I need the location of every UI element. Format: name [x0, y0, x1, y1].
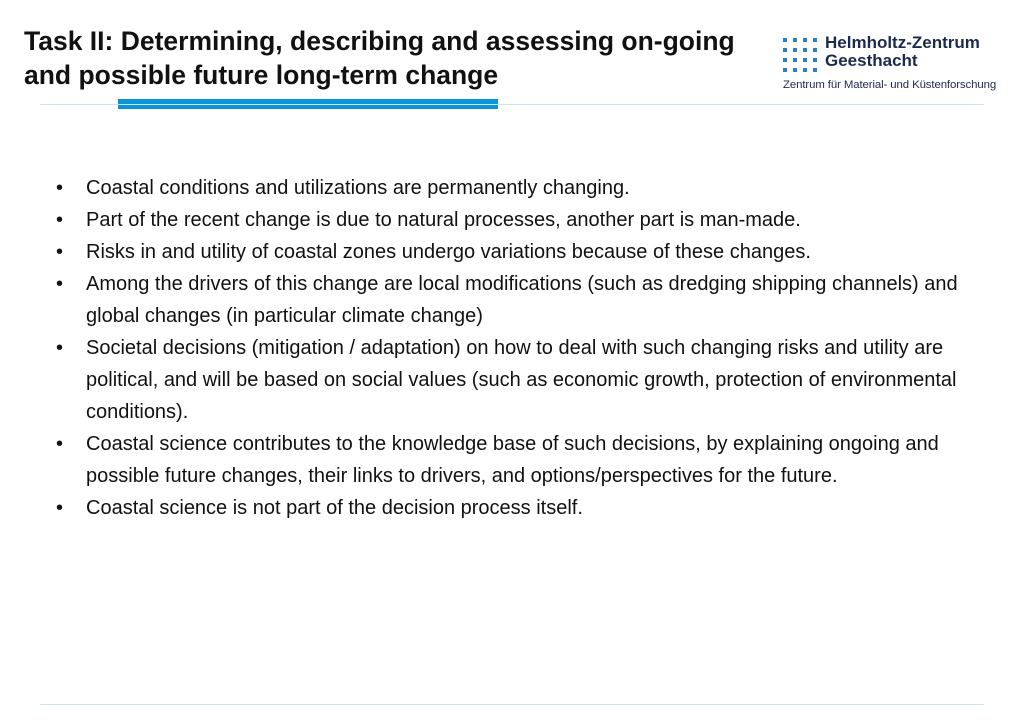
- list-item: [52, 492, 982, 524]
- list-item: [52, 268, 982, 332]
- logo-dot-grid-icon: [783, 38, 819, 72]
- list-item-text: Coastal science is not part of the decision process itself.: [86, 497, 583, 519]
- bullet-icon: •: [56, 497, 64, 519]
- list-item: [52, 172, 982, 204]
- logo-subtitle: Zentrum für Material- und Küstenforschung: [783, 79, 997, 91]
- list-item: [52, 236, 982, 268]
- list-item: [52, 428, 982, 492]
- slide-title: Task II: Determining, describing and assessing on-going and possible future long-term change: [24, 26, 735, 90]
- footer-divider: [40, 704, 984, 705]
- bullet-icon: •: [56, 241, 64, 263]
- hzg-logo: [783, 33, 997, 94]
- logo-name-line1: Helmholtz-Zentrum: [825, 33, 980, 52]
- bullet-icon: •: [56, 177, 64, 199]
- list-item-text: Coastal conditions and utilizations are permanently changing.: [86, 177, 630, 199]
- list-item-text: Societal decisions (mitigation / adaptation) on how to deal with such changing risks and utility are political, and will be based on social values (such as economic growth, protection of environmental conditions).: [86, 337, 957, 423]
- bullet-icon: •: [56, 433, 64, 455]
- bullet-icon: •: [56, 337, 64, 359]
- list-item-text: Coastal science contributes to the knowledge base of such decisions, by explaining ongoing and possible future changes, their links to drivers, and options/perspectives for the future.: [86, 433, 939, 487]
- list-item-text: Among the drivers of this change are local modifications (such as dredging shipping channels) and global changes (in particular climate change): [86, 273, 958, 327]
- bullet-list: [52, 172, 982, 524]
- list-item-text: Part of the recent change is due to natural processes, another part is man-made.: [86, 209, 801, 231]
- list-item: [52, 204, 982, 236]
- header-divider: [40, 104, 984, 105]
- list-item-text: Risks in and utility of coastal zones undergo variations because of these changes.: [86, 241, 811, 263]
- bullet-icon: •: [56, 209, 64, 231]
- logo-name-line2: Geesthacht: [825, 51, 918, 70]
- logo-name: [825, 34, 980, 70]
- bullet-icon: •: [56, 273, 64, 295]
- list-item: [52, 332, 982, 428]
